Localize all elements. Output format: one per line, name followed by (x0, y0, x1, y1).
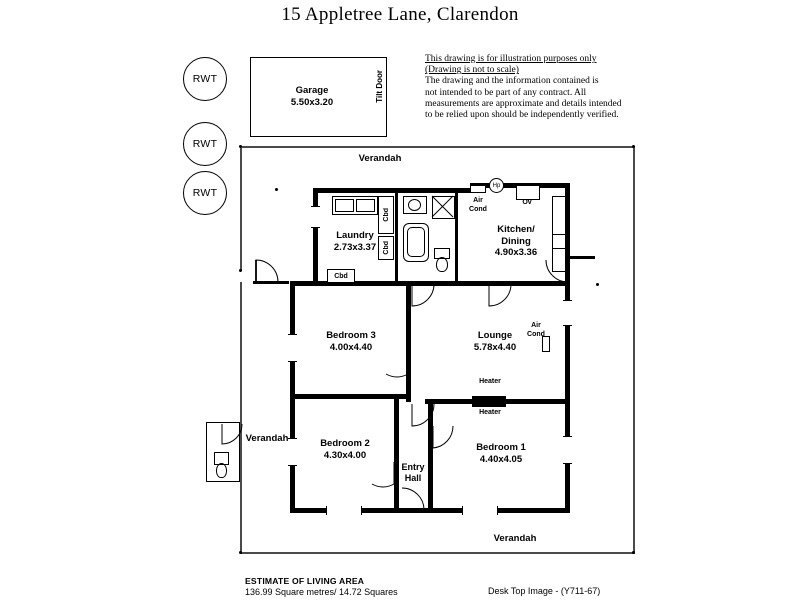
disclaimer-block (425, 54, 625, 121)
boundary-right-lower (633, 284, 635, 553)
oven-label: Ov (522, 199, 532, 206)
bedroom2-name: Bedroom 2 (320, 438, 370, 449)
garage-tilt-door (374, 57, 387, 137)
boundary-top (240, 146, 635, 148)
bedroom3-label (296, 330, 406, 353)
heater-bottom-label: Heater (479, 409, 501, 416)
entry-name2: Hall (404, 472, 422, 483)
boundary-corner-dot (632, 145, 635, 148)
heater-top-label: Heater (479, 378, 501, 385)
verandah-top-label: Verandah (358, 153, 402, 164)
window-bed2-south (326, 506, 362, 515)
door-kitchen-exterior (546, 260, 570, 284)
boundary-mark-dot (596, 283, 599, 286)
kitchen-name2: Dining (501, 235, 531, 247)
air-cond-1-label (463, 197, 493, 214)
door-lounge-kitchen (489, 284, 517, 308)
disclaimer-line-4: not intended to be part of any contract. All (425, 87, 587, 98)
garage-name: Garage (295, 85, 329, 96)
kitchen-label (466, 224, 566, 259)
bedroom2-dims: 4.30x4.00 (323, 449, 367, 461)
disclaimer-line-6: to be relied upon should be independently verified. (425, 110, 619, 121)
entry-hall-label (396, 462, 430, 483)
garage-label (250, 85, 374, 108)
wall-stub-hall-top (406, 394, 411, 402)
lounge-name: Lounge (477, 330, 513, 341)
laundry-basin-right (356, 199, 375, 212)
cupboard-1 (378, 196, 394, 234)
shower-cross-icon (432, 196, 453, 217)
area-estimate-block (245, 576, 398, 598)
air-cond-2-line1: Air (531, 322, 541, 329)
wall-kitchen-exterior-stub (565, 256, 595, 259)
air-cond-2-line2: Cond (527, 330, 545, 338)
kitchen-bench-upper (552, 196, 566, 236)
door-outhouse (222, 424, 246, 448)
disclaimer-line-2: (Drawing is not to scale) (425, 65, 519, 76)
window-bed1-south (462, 506, 498, 515)
cupboard-1-label: Cbd (382, 208, 390, 222)
cupboard-2-label: Cbd (382, 241, 390, 255)
verandah-left-label: Verandah (245, 433, 289, 444)
cupboard-3 (327, 269, 355, 283)
wall-laundry-entry-stub (253, 281, 289, 284)
page-title: 15 Appletree Lane, Clarendon (281, 4, 519, 25)
door-bedroom2-entry (374, 462, 396, 488)
disclaimer-line-1: This drawing is for illustration purposes only (425, 54, 597, 64)
hotplate-label: Hp (492, 182, 501, 189)
hotplate-icon (489, 178, 504, 193)
wall-bath-north-stub (455, 188, 470, 191)
bedroom1-dims: 4.40x4.05 (479, 453, 523, 465)
verandah-bottom-label: Verandah (493, 533, 537, 544)
laundry-name: Laundry (336, 230, 374, 241)
laundry-basin-left (335, 199, 354, 212)
door-bedroom3-hall (412, 284, 438, 308)
cupboard-2 (378, 236, 394, 260)
window-bed2-west (288, 438, 297, 466)
air-cond-1-line2: Cond (469, 205, 487, 213)
boundary-bottom (240, 552, 635, 554)
bedroom2-label (295, 438, 395, 461)
air-cond-1-line1: Air (473, 197, 483, 204)
rwt-label: RWT (192, 73, 218, 85)
garage-dims: 5.50x3.20 (290, 96, 334, 108)
lounge-dims: 5.78x4.40 (473, 341, 517, 353)
cupboard-3-label: Cbd (334, 272, 348, 280)
credit-label: Desk Top Image - (Y711-67) (488, 586, 601, 596)
wall-north-left (313, 188, 470, 193)
door-lounge-hall (412, 404, 438, 428)
boundary-left-lower (240, 282, 242, 554)
window-laundry-west (311, 206, 320, 228)
kitchen-name: Kitchen/ (497, 224, 535, 235)
door-bedroom1-entry (433, 426, 455, 450)
outhouse-toilet (216, 463, 227, 478)
window-bed3-west (288, 334, 297, 362)
window-bed1-east (563, 436, 572, 464)
wall-bath-east (455, 188, 458, 283)
door-bedroom3-east (388, 352, 410, 378)
rwt-label: RWT (192, 187, 218, 199)
bedroom3-name: Bedroom 3 (326, 330, 376, 341)
window-lounge-east (563, 300, 572, 326)
rwt-label: RWT (192, 138, 218, 150)
bedroom3-dims: 4.00x4.40 (329, 341, 373, 353)
boundary-corner-dot (239, 145, 242, 148)
bedroom1-name: Bedroom 1 (476, 442, 526, 453)
laundry-dims: 2.73x3.37 (333, 241, 377, 253)
boundary-corner-dot (239, 551, 242, 554)
air-cond-2-label (521, 322, 551, 339)
toilet-bowl (436, 257, 448, 272)
boundary-corner-dot (632, 551, 635, 554)
tilt-door-label: Tilt Door (375, 70, 384, 103)
boundary-mark-dot (275, 188, 278, 191)
bedroom1-label (446, 442, 556, 465)
bathtub-inner (407, 227, 425, 257)
boundary-mark-dot (239, 269, 242, 272)
bath-basin (408, 199, 421, 211)
door-entry-front (402, 486, 428, 514)
oven-fixture (516, 185, 540, 200)
boundary-right-upper (633, 146, 635, 284)
heater-unit (472, 396, 506, 407)
boundary-left-upper (240, 146, 242, 271)
entry-name: Entry (401, 462, 425, 472)
area-value: 136.99 Square metres/ 14.72 Squares (245, 587, 398, 597)
area-title: ESTIMATE OF LIVING AREA (245, 576, 365, 586)
disclaimer-line-3: The drawing and the information contained is (425, 76, 599, 87)
rain-water-tank-3 (183, 171, 227, 215)
rain-water-tank-1 (183, 57, 227, 101)
kitchen-dims: 4.90x3.36 (494, 247, 538, 258)
rain-water-tank-2 (183, 122, 227, 166)
disclaimer-line-5: measurements are approximate and details intended (425, 98, 622, 109)
air-cond-unit-1 (470, 185, 486, 193)
wall-bed3-bottom (290, 394, 411, 399)
